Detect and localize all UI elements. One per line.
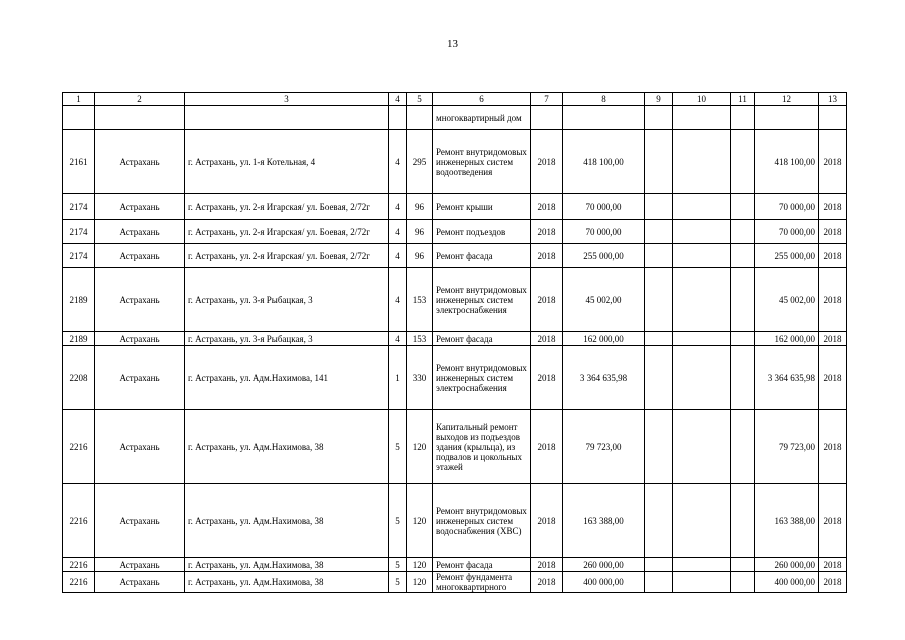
page-number: 13 bbox=[447, 38, 458, 50]
cell-city: Астрахань bbox=[95, 194, 185, 220]
cell-city: Астрахань bbox=[95, 346, 185, 410]
cell-address bbox=[185, 106, 389, 130]
cell-floors: 4 bbox=[389, 332, 407, 346]
cell-work-cost: 70 000,00 bbox=[563, 220, 645, 244]
cell-total-cost: 163 388,00 bbox=[755, 484, 819, 558]
repair-register-table bbox=[62, 92, 847, 593]
cell-address: г. Астрахань, ул. 2-я Игарская/ ул. Боевая, 2/72г bbox=[185, 244, 389, 268]
column-header: 9 bbox=[645, 93, 673, 106]
cell-work-cost: 418 100,00 bbox=[563, 130, 645, 194]
column-number-header bbox=[63, 93, 847, 106]
cell-work-type: Ремонт крыши bbox=[433, 194, 531, 220]
cell-city: Астрахань bbox=[95, 268, 185, 332]
cell-start-year: 2018 bbox=[531, 130, 563, 194]
cell-total-cost: 400 000,00 bbox=[755, 572, 819, 593]
cell-floors: 5 bbox=[389, 484, 407, 558]
cell-start-year: 2018 bbox=[531, 410, 563, 484]
cell-col-10 bbox=[673, 244, 731, 268]
column-header: 12 bbox=[755, 93, 819, 106]
table-row bbox=[63, 106, 847, 130]
cell-address: г. Астрахань, ул. 3-я Рыбацкая, 3 bbox=[185, 332, 389, 346]
column-header: 1 bbox=[63, 93, 95, 106]
cell-total-cost: 79 723,00 bbox=[755, 410, 819, 484]
cell-col-10 bbox=[673, 484, 731, 558]
cell-col-10 bbox=[673, 106, 731, 130]
cell-floors bbox=[389, 106, 407, 130]
cell-area: 120 bbox=[407, 410, 433, 484]
cell-end-year: 2018 bbox=[819, 410, 847, 484]
cell-col-11 bbox=[731, 244, 755, 268]
cell-building-id bbox=[63, 106, 95, 130]
cell-col-10 bbox=[673, 558, 731, 572]
cell-building-id: 2208 bbox=[63, 346, 95, 410]
cell-col-10 bbox=[673, 220, 731, 244]
cell-work-type: Ремонт внутридомовых инженерных систем водоотведения bbox=[433, 130, 531, 194]
cell-col-11 bbox=[731, 572, 755, 593]
cell-end-year: 2018 bbox=[819, 220, 847, 244]
cell-col-9 bbox=[645, 194, 673, 220]
cell-city: Астрахань bbox=[95, 410, 185, 484]
cell-col-10 bbox=[673, 194, 731, 220]
cell-start-year bbox=[531, 106, 563, 130]
table-row bbox=[63, 194, 847, 220]
cell-area: 120 bbox=[407, 572, 433, 593]
cell-col-10 bbox=[673, 572, 731, 593]
cell-total-cost: 260 000,00 bbox=[755, 558, 819, 572]
cell-building-id: 2189 bbox=[63, 268, 95, 332]
cell-col-9 bbox=[645, 220, 673, 244]
cell-work-type: Ремонт фасада bbox=[433, 244, 531, 268]
cell-floors: 5 bbox=[389, 558, 407, 572]
cell-work-type: Ремонт фасада bbox=[433, 558, 531, 572]
cell-col-9 bbox=[645, 268, 673, 332]
cell-work-type: Капитальный ремонт выходов из подъездов здания (крыльца), из подвалов и цокольных этажей bbox=[433, 410, 531, 484]
table-row bbox=[63, 346, 847, 410]
cell-floors: 4 bbox=[389, 220, 407, 244]
table-row bbox=[63, 244, 847, 268]
cell-address: г. Астрахань, ул. Адм.Нахимова, 38 bbox=[185, 558, 389, 572]
cell-work-type: Ремонт подъездов bbox=[433, 220, 531, 244]
cell-col-10 bbox=[673, 268, 731, 332]
column-header: 2 bbox=[95, 93, 185, 106]
cell-floors: 4 bbox=[389, 244, 407, 268]
cell-floors: 4 bbox=[389, 268, 407, 332]
table-row bbox=[63, 268, 847, 332]
cell-end-year: 2018 bbox=[819, 244, 847, 268]
cell-col-10 bbox=[673, 346, 731, 410]
cell-end-year: 2018 bbox=[819, 332, 847, 346]
cell-floors: 5 bbox=[389, 410, 407, 484]
cell-address: г. Астрахань, ул. Адм.Нахимова, 38 bbox=[185, 410, 389, 484]
cell-col-9 bbox=[645, 558, 673, 572]
cell-work-type: Ремонт внутридомовых инженерных систем электроснабжения bbox=[433, 268, 531, 332]
cell-city: Астрахань bbox=[95, 332, 185, 346]
cell-total-cost: 45 002,00 bbox=[755, 268, 819, 332]
table-row bbox=[63, 572, 847, 593]
cell-work-cost: 45 002,00 bbox=[563, 268, 645, 332]
cell-col-9 bbox=[645, 410, 673, 484]
table-row bbox=[63, 332, 847, 346]
cell-total-cost: 418 100,00 bbox=[755, 130, 819, 194]
cell-start-year: 2018 bbox=[531, 220, 563, 244]
cell-address: г. Астрахань, ул. 2-я Игарская/ ул. Боевая, 2/72г bbox=[185, 220, 389, 244]
cell-work-cost: 163 388,00 bbox=[563, 484, 645, 558]
cell-end-year bbox=[819, 106, 847, 130]
cell-city: Астрахань bbox=[95, 558, 185, 572]
cell-end-year: 2018 bbox=[819, 558, 847, 572]
cell-work-type: многоквартирный дом bbox=[433, 106, 531, 130]
cell-address: г. Астрахань, ул. 2-я Игарская/ ул. Боевая, 2/72г bbox=[185, 194, 389, 220]
cell-total-cost: 255 000,00 bbox=[755, 244, 819, 268]
cell-floors: 1 bbox=[389, 346, 407, 410]
cell-end-year: 2018 bbox=[819, 194, 847, 220]
cell-building-id: 2216 bbox=[63, 572, 95, 593]
cell-area bbox=[407, 106, 433, 130]
cell-work-type: Ремонт внутридомовых инженерных систем водоснабжения (ХВС) bbox=[433, 484, 531, 558]
cell-start-year: 2018 bbox=[531, 346, 563, 410]
cell-col-10 bbox=[673, 410, 731, 484]
cell-col-11 bbox=[731, 558, 755, 572]
cell-floors: 4 bbox=[389, 194, 407, 220]
cell-work-type: Ремонт фундамента многоквартирного bbox=[433, 572, 531, 593]
cell-col-9 bbox=[645, 572, 673, 593]
cell-col-11 bbox=[731, 130, 755, 194]
cell-total-cost bbox=[755, 106, 819, 130]
cell-city: Астрахань bbox=[95, 220, 185, 244]
cell-work-cost: 162 000,00 bbox=[563, 332, 645, 346]
cell-col-10 bbox=[673, 130, 731, 194]
table-body bbox=[63, 106, 847, 593]
cell-city: Астрахань bbox=[95, 244, 185, 268]
cell-area: 96 bbox=[407, 244, 433, 268]
cell-total-cost: 162 000,00 bbox=[755, 332, 819, 346]
table-row bbox=[63, 130, 847, 194]
column-header: 11 bbox=[731, 93, 755, 106]
cell-building-id: 2216 bbox=[63, 484, 95, 558]
cell-area: 120 bbox=[407, 484, 433, 558]
table-row bbox=[63, 484, 847, 558]
cell-start-year: 2018 bbox=[531, 194, 563, 220]
cell-start-year: 2018 bbox=[531, 244, 563, 268]
cell-work-cost: 400 000,00 bbox=[563, 572, 645, 593]
cell-col-9 bbox=[645, 332, 673, 346]
cell-area: 330 bbox=[407, 346, 433, 410]
column-header: 4 bbox=[389, 93, 407, 106]
cell-work-cost: 260 000,00 bbox=[563, 558, 645, 572]
cell-col-11 bbox=[731, 106, 755, 130]
cell-address: г. Астрахань, ул. 1-я Котельная, 4 bbox=[185, 130, 389, 194]
cell-col-9 bbox=[645, 130, 673, 194]
cell-building-id: 2174 bbox=[63, 194, 95, 220]
cell-area: 120 bbox=[407, 558, 433, 572]
cell-work-cost: 70 000,00 bbox=[563, 194, 645, 220]
cell-total-cost: 70 000,00 bbox=[755, 220, 819, 244]
cell-work-type: Ремонт фасада bbox=[433, 332, 531, 346]
cell-col-11 bbox=[731, 194, 755, 220]
cell-city: Астрахань bbox=[95, 572, 185, 593]
cell-area: 96 bbox=[407, 194, 433, 220]
cell-area: 96 bbox=[407, 220, 433, 244]
cell-start-year: 2018 bbox=[531, 572, 563, 593]
cell-col-9 bbox=[645, 346, 673, 410]
cell-building-id: 2161 bbox=[63, 130, 95, 194]
cell-work-cost: 79 723,00 bbox=[563, 410, 645, 484]
cell-floors: 5 bbox=[389, 572, 407, 593]
cell-building-id: 2174 bbox=[63, 220, 95, 244]
cell-end-year: 2018 bbox=[819, 130, 847, 194]
cell-work-type: Ремонт внутридомовых инженерных систем электроснабжения bbox=[433, 346, 531, 410]
cell-end-year: 2018 bbox=[819, 572, 847, 593]
cell-total-cost: 3 364 635,98 bbox=[755, 346, 819, 410]
cell-end-year: 2018 bbox=[819, 346, 847, 410]
table-row bbox=[63, 558, 847, 572]
column-header: 6 bbox=[433, 93, 531, 106]
cell-address: г. Астрахань, ул. 3-я Рыбацкая, 3 bbox=[185, 268, 389, 332]
cell-floors: 4 bbox=[389, 130, 407, 194]
cell-col-11 bbox=[731, 268, 755, 332]
cell-building-id: 2174 bbox=[63, 244, 95, 268]
cell-col-10 bbox=[673, 332, 731, 346]
cell-building-id: 2189 bbox=[63, 332, 95, 346]
cell-work-cost: 255 000,00 bbox=[563, 244, 645, 268]
cell-area: 153 bbox=[407, 332, 433, 346]
column-header: 3 bbox=[185, 93, 389, 106]
column-header: 10 bbox=[673, 93, 731, 106]
table-row bbox=[63, 410, 847, 484]
cell-building-id: 2216 bbox=[63, 410, 95, 484]
cell-work-cost bbox=[563, 106, 645, 130]
cell-end-year: 2018 bbox=[819, 268, 847, 332]
cell-area: 153 bbox=[407, 268, 433, 332]
column-header: 5 bbox=[407, 93, 433, 106]
cell-building-id: 2216 bbox=[63, 558, 95, 572]
cell-area: 295 bbox=[407, 130, 433, 194]
cell-col-9 bbox=[645, 484, 673, 558]
cell-address: г. Астрахань, ул. Адм.Нахимова, 141 bbox=[185, 346, 389, 410]
column-header: 13 bbox=[819, 93, 847, 106]
cell-col-9 bbox=[645, 244, 673, 268]
column-header: 7 bbox=[531, 93, 563, 106]
cell-start-year: 2018 bbox=[531, 484, 563, 558]
cell-city bbox=[95, 106, 185, 130]
cell-col-11 bbox=[731, 346, 755, 410]
cell-col-11 bbox=[731, 484, 755, 558]
column-header: 8 bbox=[563, 93, 645, 106]
cell-col-11 bbox=[731, 410, 755, 484]
cell-total-cost: 70 000,00 bbox=[755, 194, 819, 220]
cell-city: Астрахань bbox=[95, 484, 185, 558]
table-row bbox=[63, 220, 847, 244]
cell-address: г. Астрахань, ул. Адм.Нахимова, 38 bbox=[185, 572, 389, 593]
cell-address: г. Астрахань, ул. Адм.Нахимова, 38 bbox=[185, 484, 389, 558]
cell-col-9 bbox=[645, 106, 673, 130]
cell-start-year: 2018 bbox=[531, 268, 563, 332]
cell-col-11 bbox=[731, 220, 755, 244]
cell-start-year: 2018 bbox=[531, 332, 563, 346]
cell-start-year: 2018 bbox=[531, 558, 563, 572]
cell-end-year: 2018 bbox=[819, 484, 847, 558]
cell-city: Астрахань bbox=[95, 130, 185, 194]
cell-work-cost: 3 364 635,98 bbox=[563, 346, 645, 410]
cell-col-11 bbox=[731, 332, 755, 346]
